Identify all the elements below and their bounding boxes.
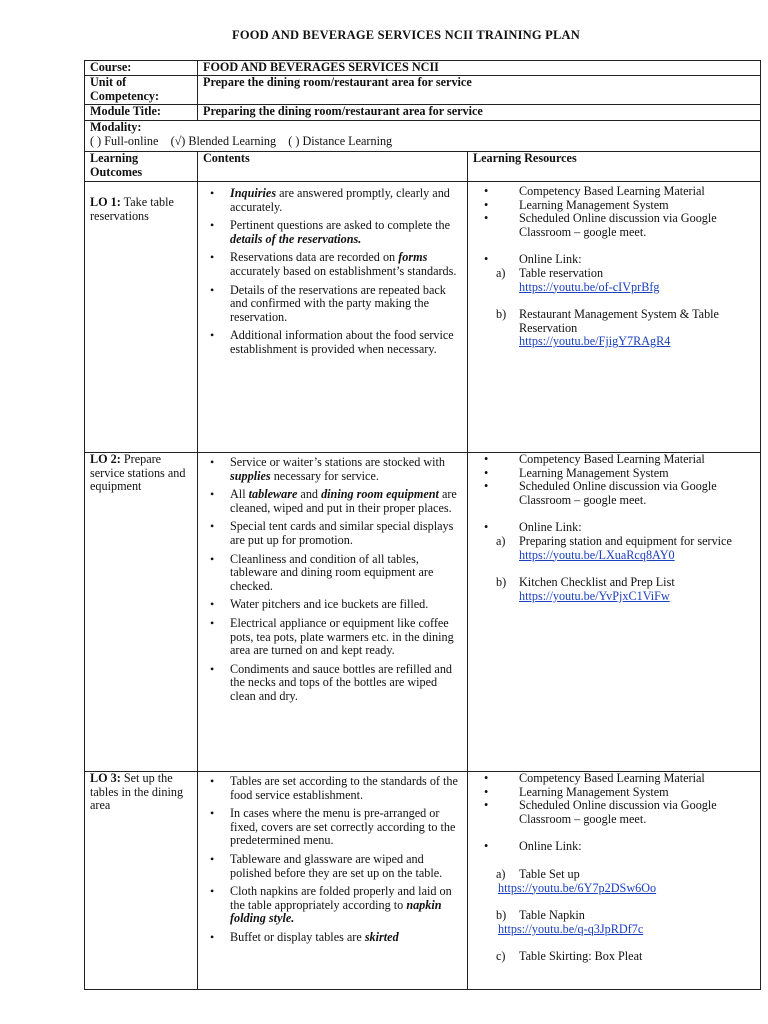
resource-link-item: b) Kitchen Checklist and Prep List https://youtu.be/YvPjxC1ViFw	[496, 575, 675, 603]
list-item: • Scheduled Online discussion via Google Classroom – google meet.	[484, 798, 717, 826]
unit-row	[85, 76, 761, 105]
list-item: • Learning Management System	[484, 465, 669, 480]
list-item: • Service or waiter’s stations are stocked with supplies necessary for service.	[210, 455, 446, 483]
resource-link-item: b) Restaurant Management System & Table Reservation https://youtu.be/FjigY7RAgR4	[496, 307, 719, 349]
list-item: • Details of the reservations are repeated back and confirmed with the party making the reservation.	[210, 282, 446, 324]
module-value: Preparing the dining room/restaurant area for service	[198, 105, 761, 121]
lo1-outcome	[85, 182, 198, 453]
list-item: • All tableware and dining room equipment are cleaned, wiped and put in their proper places.	[210, 487, 457, 515]
list-item: • Online Link:	[484, 252, 582, 267]
lo3-title: Set up the tables in the dining area	[90, 771, 184, 813]
resource-link-item: b) Table Napkin https://youtu.be/q-q3JpRDf7c	[496, 908, 644, 936]
lo3-row	[85, 772, 761, 990]
resource-link-item: a) Table Set up https://youtu.be/6Y7p2DSw6Oo	[496, 866, 657, 895]
resource-link-item: c) Table Skirting: Box Pleat	[496, 949, 643, 964]
course-row	[85, 61, 761, 76]
lo1-contents	[198, 182, 468, 453]
lo3-contents	[198, 772, 468, 990]
lo3-label: LO 3:	[90, 771, 121, 785]
list-item: • Inquiries are answered promptly, clearly and accurately.	[210, 186, 450, 214]
modality-options: ( ) Full-online (√) Blended Learning ( ) Distance Learning	[90, 133, 393, 148]
list-item: • Condiments and sauce bottles are refilled and the necks and tops of the bottles are wiped clean and dry.	[210, 661, 453, 703]
modality-row	[85, 121, 761, 152]
video-link[interactable]: https://youtu.be/YvPjxC1ViFw	[519, 588, 670, 603]
resources-header: Learning Resources	[468, 152, 761, 182]
list-item: • Additional information about the food service establishment is provided when necessary.	[210, 328, 454, 356]
unit-label: Unit of Competency:	[85, 76, 198, 105]
video-link[interactable]: https://youtu.be/6Y7p2DSw6Oo	[498, 880, 657, 895]
list-item: • Cleanliness and condition of all tables, tableware and dining room equipment are checked.	[210, 551, 434, 593]
resource-link-item: a) Table reservation https://youtu.be/of-cIVprBfg	[496, 265, 660, 294]
list-item: • Special tent cards and similar special displays are put up for promotion.	[210, 519, 454, 547]
lo1-label: LO 1:	[90, 195, 121, 209]
modality-label: Modality:	[90, 120, 142, 134]
list-item: • Cloth napkins are folded properly and laid on the table appropriately according to napkin folding style.	[210, 884, 452, 926]
lo2-resources	[468, 453, 761, 772]
list-item: • Reservations data are recorded on forms accurately based on establishment’s standards.	[210, 250, 457, 278]
list-item: • Learning Management System	[484, 784, 669, 799]
lo3-content-list	[203, 775, 462, 945]
video-link[interactable]: https://youtu.be/of-cIVprBfg	[519, 279, 660, 294]
list-item: • Tables are set according to the standards of the food service establishment.	[210, 774, 458, 802]
lo2-row	[85, 453, 761, 772]
course-value: FOOD AND BEVERAGES SERVICES NCII	[198, 61, 761, 76]
list-item: • Buffet or display tables are skirted	[210, 929, 399, 944]
lo2-contents	[198, 453, 468, 772]
course-label: Course:	[85, 61, 198, 76]
lo2-title: Prepare service stations and equipment	[90, 452, 186, 494]
column-header-row	[85, 152, 761, 182]
resource-link-item: a) Preparing station and equipment for service https://youtu.be/LXuaRcq8AY0	[496, 533, 732, 562]
list-item: • In cases where the menu is pre-arranged or fixed, covers are set correctly according to the predetermined menu.	[210, 806, 456, 848]
list-item: • Scheduled Online discussion via Google Classroom – google meet.	[484, 479, 717, 507]
training-plan-table	[84, 60, 761, 990]
list-item: • Water pitchers and ice buckets are filled.	[210, 597, 429, 612]
lo2-label: LO 2:	[90, 452, 121, 466]
lo1-title: Take table reservations	[90, 195, 174, 223]
list-item: • Online Link:	[484, 520, 582, 535]
document-title: FOOD AND BEVERAGE SERVICES NCII TRAINING PLAN	[232, 28, 580, 42]
list-item: • Online Link:	[484, 839, 582, 854]
module-row	[85, 105, 761, 121]
list-item: • Competency Based Learning Material	[484, 452, 705, 466]
lo1-resources	[468, 182, 761, 453]
lo1-content-list	[203, 187, 462, 357]
video-link[interactable]: https://youtu.be/LXuaRcq8AY0	[519, 547, 675, 562]
video-link[interactable]: https://youtu.be/q-q3JpRDf7c	[498, 921, 644, 936]
list-item: • Learning Management System	[484, 197, 669, 212]
contents-header: Contents	[198, 152, 468, 182]
lo3-resources	[468, 772, 761, 990]
lo1-row	[85, 182, 761, 453]
modality-cell	[85, 121, 761, 152]
list-item: • Pertinent questions are asked to complete the details of the reservations.	[210, 218, 450, 246]
outcomes-header: Learning Outcomes	[85, 152, 198, 182]
lo2-outcome	[85, 453, 198, 772]
list-item: • Competency Based Learning Material	[484, 184, 705, 198]
list-item: • Tableware and glassware are wiped and polished before they are set up on the table.	[210, 851, 443, 880]
module-label: Module Title:	[85, 105, 198, 121]
list-item: • Electrical appliance or equipment like coffee pots, tea pots, plate warmers etc. in the dining area are turned on and kept ready.	[210, 615, 454, 658]
unit-value: Prepare the dining room/restaurant area for service	[198, 76, 761, 105]
list-item: • Scheduled Online discussion via Google Classroom – google meet.	[484, 211, 717, 239]
lo3-outcome	[85, 772, 198, 990]
lo2-content-list	[203, 456, 462, 704]
list-item: • Competency Based Learning Material	[484, 771, 705, 785]
video-link[interactable]: https://youtu.be/FjigY7RAgR4	[519, 334, 671, 349]
